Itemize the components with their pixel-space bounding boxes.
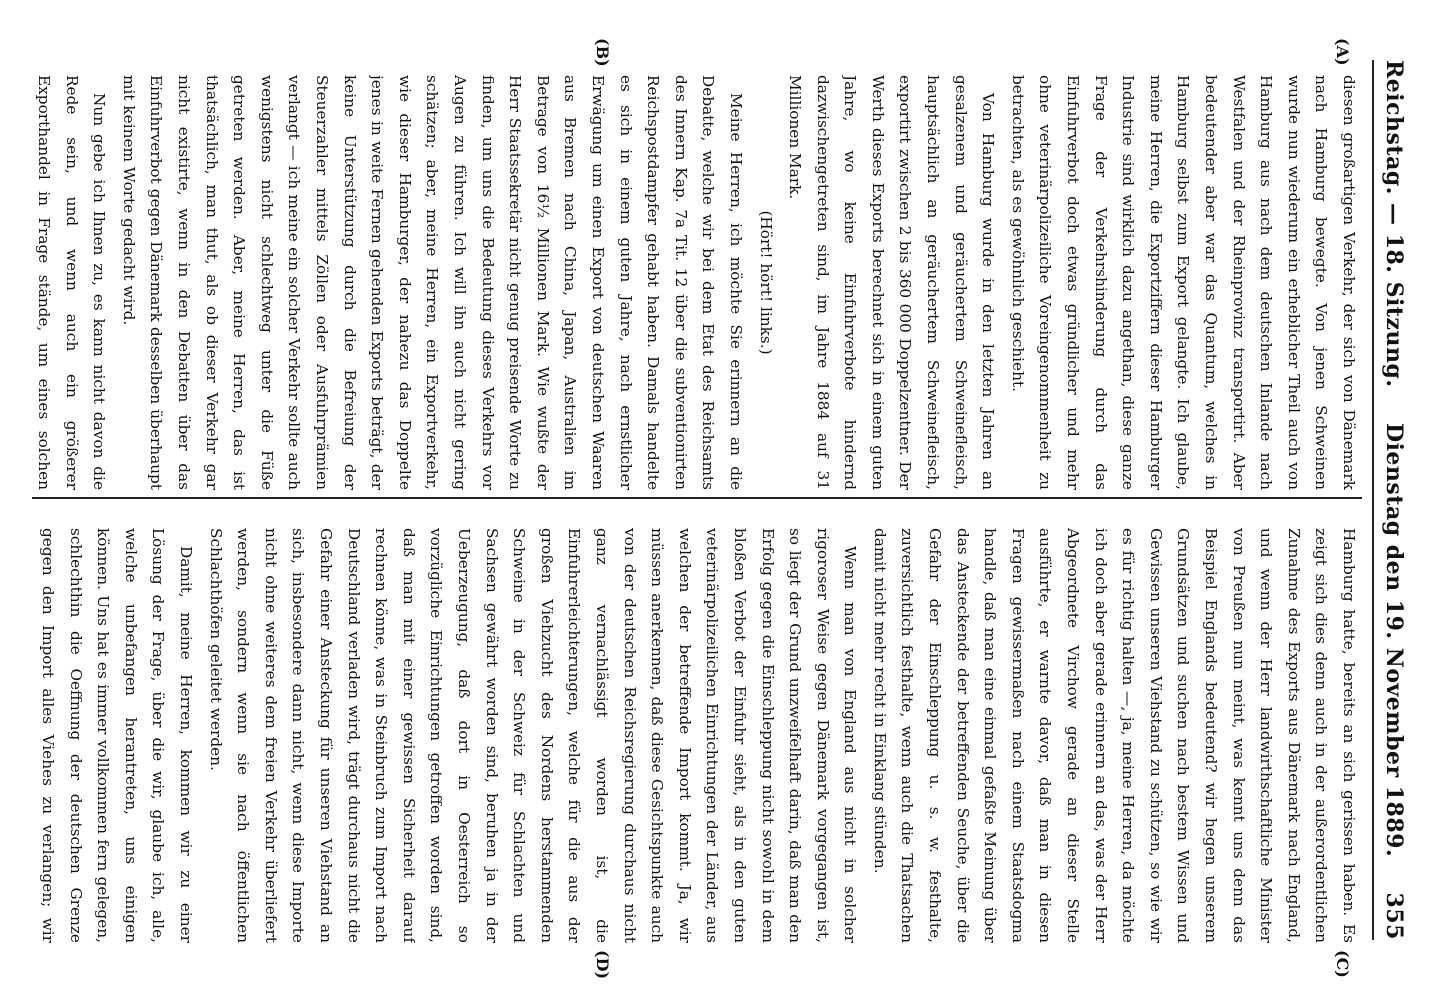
left-column — [32, 75, 1362, 490]
paragraph: Damit, meine Herren, kommen wir zu einer Lösung der Frage, über die wir, glaube ich, alle, welche unbefangen herantreten, uns einigen können. Uns hat es immer vollkommen fern gelegen, schlechthin die Oeffnung der deutschen Grenze gegen den Import alles Viehes zu verlangen; wir — [39, 528, 196, 943]
header-date: Dienstag den 19. November 1889. — [1381, 423, 1407, 858]
column-divider — [32, 497, 1362, 499]
page-header — [1372, 60, 1414, 940]
margin-letter-a: (A) — [1333, 38, 1352, 66]
paragraph: Wenn man von England aus nicht in solcher rigoroser Weise gegen Dänemark vorgegangen ist, so liegt der Grund unzweifelhaft darin, daß man den Erfolg gegen die Einschleppung nicht sowohl in dem bloßen Verbot der Einfuhr sieht, als in den guten veterinärpolizeilichen Einrichtungen der Länder, aus welchen der betreffende Import kommt. Ja, wir müssen anerkennen, daß diese Gesichtspunkte auch von der deutschen Reichsregierung durchaus nicht ganz vernachlässigt worden ist, die Einfuhrerleichterungen, welche für die aus der großen Viehzucht des Nordens herstammenden Schweine in der Schweiz für Schlachten und Sachsen gewährt worden sind, beruhen ja in der Ueberzeugung, daß dort in Oesterreich so vorzügliche Einrichtungen getroffen worden sind, daß man mit einer gewissen Sicherheit darauf rechnen könne, was in Steinbruch zum Import nach Deutschland verladen wird, trägt durchaus nicht die Gefahr einer Ansteckung für unseren Viehstand an sich, insbesondere dann nicht, wenn diese Importe nicht ohne weiteres dem freien Verkehr überliefert werden, sondern wenn sie nach öffentlichen Schlachthöfen geleitet werden. — [206, 528, 860, 943]
margin-letter-c: (C) — [1333, 950, 1352, 978]
page-number: 355 — [1381, 892, 1407, 940]
paragraph: Hamburg hatte, bereits an sich gerissen haben. Es zeigt sich dies denn auch in der außerordentlichen Zunahme des Exports aus Dänemark nach England, und wenn der Herr landwirthschaftliche Minister von Preußen nun meint, was kennt uns denn das Beispiel Englands bedeutend? wir hegen unserem Grundsätzen und suchen nach bestem Wissen und Gewissen unseren Viehstand zu schützen, so wie wir es für richtig halten —, ja, meine Herren, da möchte ich doch aber gerade erinnern an das, was der Herr Abgeordnete Virchow gerade an dieser Stelle ausführte, er warnte davor, daß man in diesen Fragen gewissermaßen nach einem Staatsdogma handle, daß man eine einmal gefaßte Meinung über das Ansteckende der betreffenden Seuche, über die Gefahr der Einschleppung u. s. w. festhalte, zuversichtlich festhalte, wenn auch die Thatsachen damit nicht mehr recht in Einklang stünden. — [870, 528, 1358, 943]
paragraph: Meine Herren, ich möchte Sie erinnern an die Debatte, welche wir bei dem Etat des Reichsamts des Innern Kap. 7a Tit. 12 über die subventionirten Reichspostdampfer gehabt haben. Damals handelte es sich in einem guten Jahre, nach ernstlicher Erwägung um einen Export von deutschen Waaren aus Bremen nach China, Japan, Australien im Betrage von 16½ Millionen Mark. Wie wußte der Herr Staatssekretär nicht genug preisende Worte zu finden, um uns die Bedeutung dieses Verkehrs vor Augen zu führen. Ich will ihn auch nicht gering schätzen; aber, meine Herren, ein Exportverkehr, wie dieser Hamburger, der nahezu das Doppelte jenes in weite Fernen gehenden Exports beträgt, der keine Unterstützung durch die Befreiung der Steuerzahler mittels Zöllen oder Ausfuhrprämien verlangt — ich meine ein solcher Verkehr sollte auch wenigstens nicht schlechtweg unter die Füße getreten werden. Aber, meine Herren, das ist thatsächlich, man thut, als ob dieser Verkehr gar nicht existirte, wenn in den Debatten über das Einfuhrverbot gegen Dänemark desselben überhaupt mit keinem Worte gedacht wird. — [119, 75, 745, 490]
right-column — [32, 528, 1362, 943]
paragraph: diesen großartigen Verkehr, der sich von Dänemark nach Hamburg bewegte. Von jenen Schweinen wurde nun wiederum ein erheblicher Theil auch von Hamburg aus nach dem deutschen Inlande nach Westfalen und der Rheinprovinz transportirt. Aber bedeutender aber war das Quantum, welches in Hamburg selbst zum Export gelangte. Ich glaube, meine Herren, die Exportziffern dieser Hamburger Industrie sind wirklich dazu angethan, diese ganze Frage der Verkehrshinderung durch das Einfuhrverbot doch etwas gründlicher und mehr ohne veterinärpolizeiliche Voreingenommenheit zu betrachten, als es gewöhnlich geschieht. — [1008, 75, 1358, 490]
paragraph: Von Hamburg wurde in den letzten Jahren an gesalzenem und geräuchertem Schweinefleisch, hauptsächlich an geräuchertem Schweinefleisch, exportirt zwischen 2 bis 360 000 Doppelzentner. Der Werth dieses Exports berechnet sich in einem guten Jahre, wo keine Einfuhrverbote hindernd dazwischengetreten sind, im Jahre 1884 auf 31 Millionen Mark. — [786, 75, 998, 490]
paragraph: Nun gebe ich Ihnen zu, es kann nicht davon die Rede sein, und wenn auch ein größerer Exporthandel in Frage stände, um eines solchen — [35, 75, 109, 490]
margin-letter-d: (D) — [593, 950, 612, 980]
margin-letter-b: (B) — [593, 38, 612, 67]
header-session: Reichstag. — 18. Sitzung. — [1381, 60, 1407, 388]
stage-direction: (Hört! hört! links.) — [756, 210, 775, 355]
